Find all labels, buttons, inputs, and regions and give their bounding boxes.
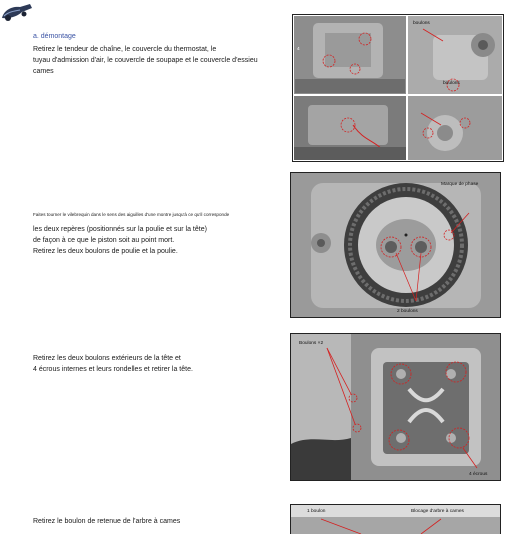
section-title: a. démontage <box>33 33 76 40</box>
photo3-label-ecrous: 4 écrous <box>469 472 488 477</box>
step4-line: Retirez le boulon de retenue de l'arbre à cames <box>33 518 181 525</box>
step1-line-2: tuyau d'admission d'air, le couvercle de soupape et le couvercle d'essieu <box>33 57 258 64</box>
step2-line-2: de façon à ce que le piston soit au point mort. <box>33 237 175 244</box>
step3-line-2: 4 écrous internes et leurs rondelles et retirer la tête. <box>33 366 193 373</box>
photo-step4-camshaft <box>290 504 501 534</box>
step3-line-1: Retirez les deux boulons extérieurs de la tête et <box>33 355 181 362</box>
photo4-label-blocage: Blocage d'arbre à cames <box>411 509 464 514</box>
photo1-label-num: 4 <box>297 47 300 52</box>
photo-step3-head <box>290 333 501 481</box>
step1-line-3: cames <box>33 68 54 75</box>
step2-line-3: Retirez les deux boulons de poulie et la poulie. <box>33 248 178 255</box>
step2-line-1: les deux repères (positionnés sur la poulie et sur la tête) <box>33 226 207 233</box>
step2-small-line: Faites tourner le vilebrequin dans le sens des aiguilles d'une montre jusqu'à ce qu'il corresponde <box>33 212 230 217</box>
photo4-label-boulon: 1 boulon <box>307 509 326 514</box>
photo2-label-marque: Marque de phase <box>441 182 479 187</box>
photo-step2-pulley <box>290 172 501 318</box>
photo3-label-boulons: Boulons ×2 <box>299 341 324 346</box>
photo2-label-boulons: 2 boulons <box>397 309 418 314</box>
scooter-logo-icon <box>0 0 34 22</box>
photo1-label-boulons-2: boulons <box>443 81 460 86</box>
photo1-label-boulons: boulons <box>413 21 430 26</box>
photo-step1-grid <box>292 14 504 162</box>
step1-line-1: Retirez le tendeur de chaîne, le couvercle du thermostat, le <box>33 46 217 53</box>
